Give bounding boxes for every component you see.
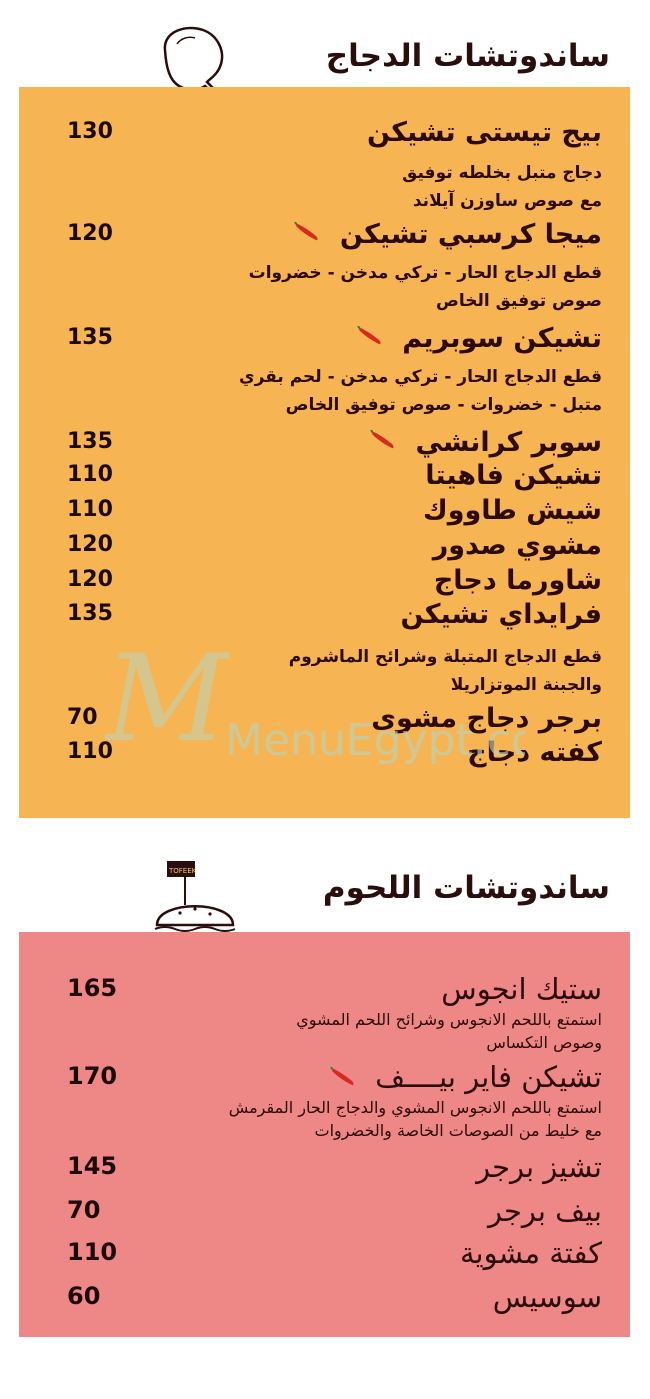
item-name: شيش طاووك [422, 495, 602, 526]
item-price: 110 [67, 497, 113, 522]
item-name: شاورما دجاج [433, 565, 602, 596]
chili-pepper-icon [330, 1062, 356, 1096]
item-name: مشوي صدور [432, 530, 602, 561]
item-price: 120 [67, 567, 113, 592]
menu-item [39, 1280, 602, 1320]
item-price: 165 [67, 974, 118, 1002]
menu-item [39, 495, 602, 535]
item-description [42, 363, 602, 419]
item-price: 110 [67, 462, 113, 487]
menu-item [39, 1060, 602, 1100]
item-description [42, 1096, 602, 1142]
menu-item [39, 460, 602, 500]
item-price: 145 [67, 1152, 118, 1180]
item-name: فرايداي تشيكن [400, 599, 602, 630]
item-description [42, 159, 602, 215]
chili-pepper-icon [294, 220, 320, 251]
flag-text: TOFEEK [169, 867, 197, 875]
description-line: قطع الدجاج الحار - تركي مدخن - خضروات [248, 263, 602, 283]
item-name: بيف برجر [487, 1194, 602, 1228]
item-name: تشيكن فاير بيــــف [375, 1060, 602, 1094]
item-price: 135 [67, 429, 113, 454]
menu-item [39, 117, 602, 157]
item-name: برجر دجاج مشوى [371, 703, 602, 734]
item-description [42, 1008, 602, 1054]
item-price: 70 [67, 1196, 101, 1224]
description-line: قطع الدجاج المتبلة وشرائح الماشروم [288, 647, 602, 667]
item-price: 110 [67, 739, 113, 764]
menu-item [39, 530, 602, 570]
menu-item [39, 972, 602, 1012]
item-name: كفته دجاج [467, 737, 602, 768]
item-price: 170 [67, 1062, 118, 1090]
item-name: بيج تيستى تشيكن [366, 117, 602, 148]
menu-item [39, 737, 602, 777]
menu-item [39, 323, 602, 363]
menu-item [39, 1236, 602, 1276]
item-name: ستيك انجوس [441, 972, 602, 1006]
item-price: 120 [67, 221, 113, 246]
menu-item [39, 219, 602, 259]
menu-item [39, 1150, 602, 1190]
item-price: 130 [67, 119, 113, 144]
chili-pepper-icon [357, 324, 383, 355]
item-name: تشيكن سوبريم [402, 323, 602, 354]
description-line: استمتع باللحم الانجوس المشوي والدجاج الحار المقرمش [228, 1098, 602, 1117]
item-price: 60 [67, 1282, 101, 1310]
item-name: تشيكن فاهيتا [425, 460, 602, 491]
meat-section-title: ساندوتشات اللحوم [322, 870, 610, 906]
description-line: والجبنة الموتزاريلا [450, 675, 602, 695]
item-description [42, 643, 602, 699]
menu-item [39, 599, 602, 639]
description-line: قطع الدجاج الحار - تركي مدخن - لحم بقري [239, 367, 602, 387]
item-price: 135 [67, 601, 113, 626]
item-description [42, 259, 602, 315]
chicken-section-title: ساندوتشات الدجاج [325, 38, 610, 74]
chicken-menu-panel [19, 87, 630, 818]
description-line: متبل - خضروات - صوص توفيق الخاص [285, 395, 602, 415]
chili-pepper-icon [370, 428, 396, 459]
description-line: صوص توفيق الخاص [436, 291, 602, 311]
item-name: ميجا كرسبي تشيكن [339, 219, 602, 250]
meat-menu-panel [19, 932, 630, 1337]
item-price: 135 [67, 325, 113, 350]
menu-item [39, 1194, 602, 1234]
description-line: وصوص التكساس [486, 1033, 602, 1052]
item-price: 70 [67, 705, 98, 730]
description-line: استمتع باللحم الانجوس وشرائح اللحم المشوي [296, 1010, 602, 1029]
item-price: 110 [67, 1238, 118, 1266]
description-line: مع صوص ساوزن آيلاند [412, 191, 602, 211]
item-name: سوبر كرانشي [415, 427, 602, 458]
item-name: تشيز برجر [476, 1150, 602, 1184]
item-name: سوسيس [492, 1280, 602, 1314]
svg-text:M: M [105, 630, 228, 769]
description-line: دجاج متبل بخلطه توفيق [402, 163, 602, 183]
watermark-text: MenuEgypt.co [225, 715, 525, 766]
item-name: كفتة مشوية [460, 1236, 602, 1270]
item-price: 120 [67, 532, 113, 557]
description-line: مع خليط من الصوصات الخاصة والخضروات [314, 1121, 602, 1140]
